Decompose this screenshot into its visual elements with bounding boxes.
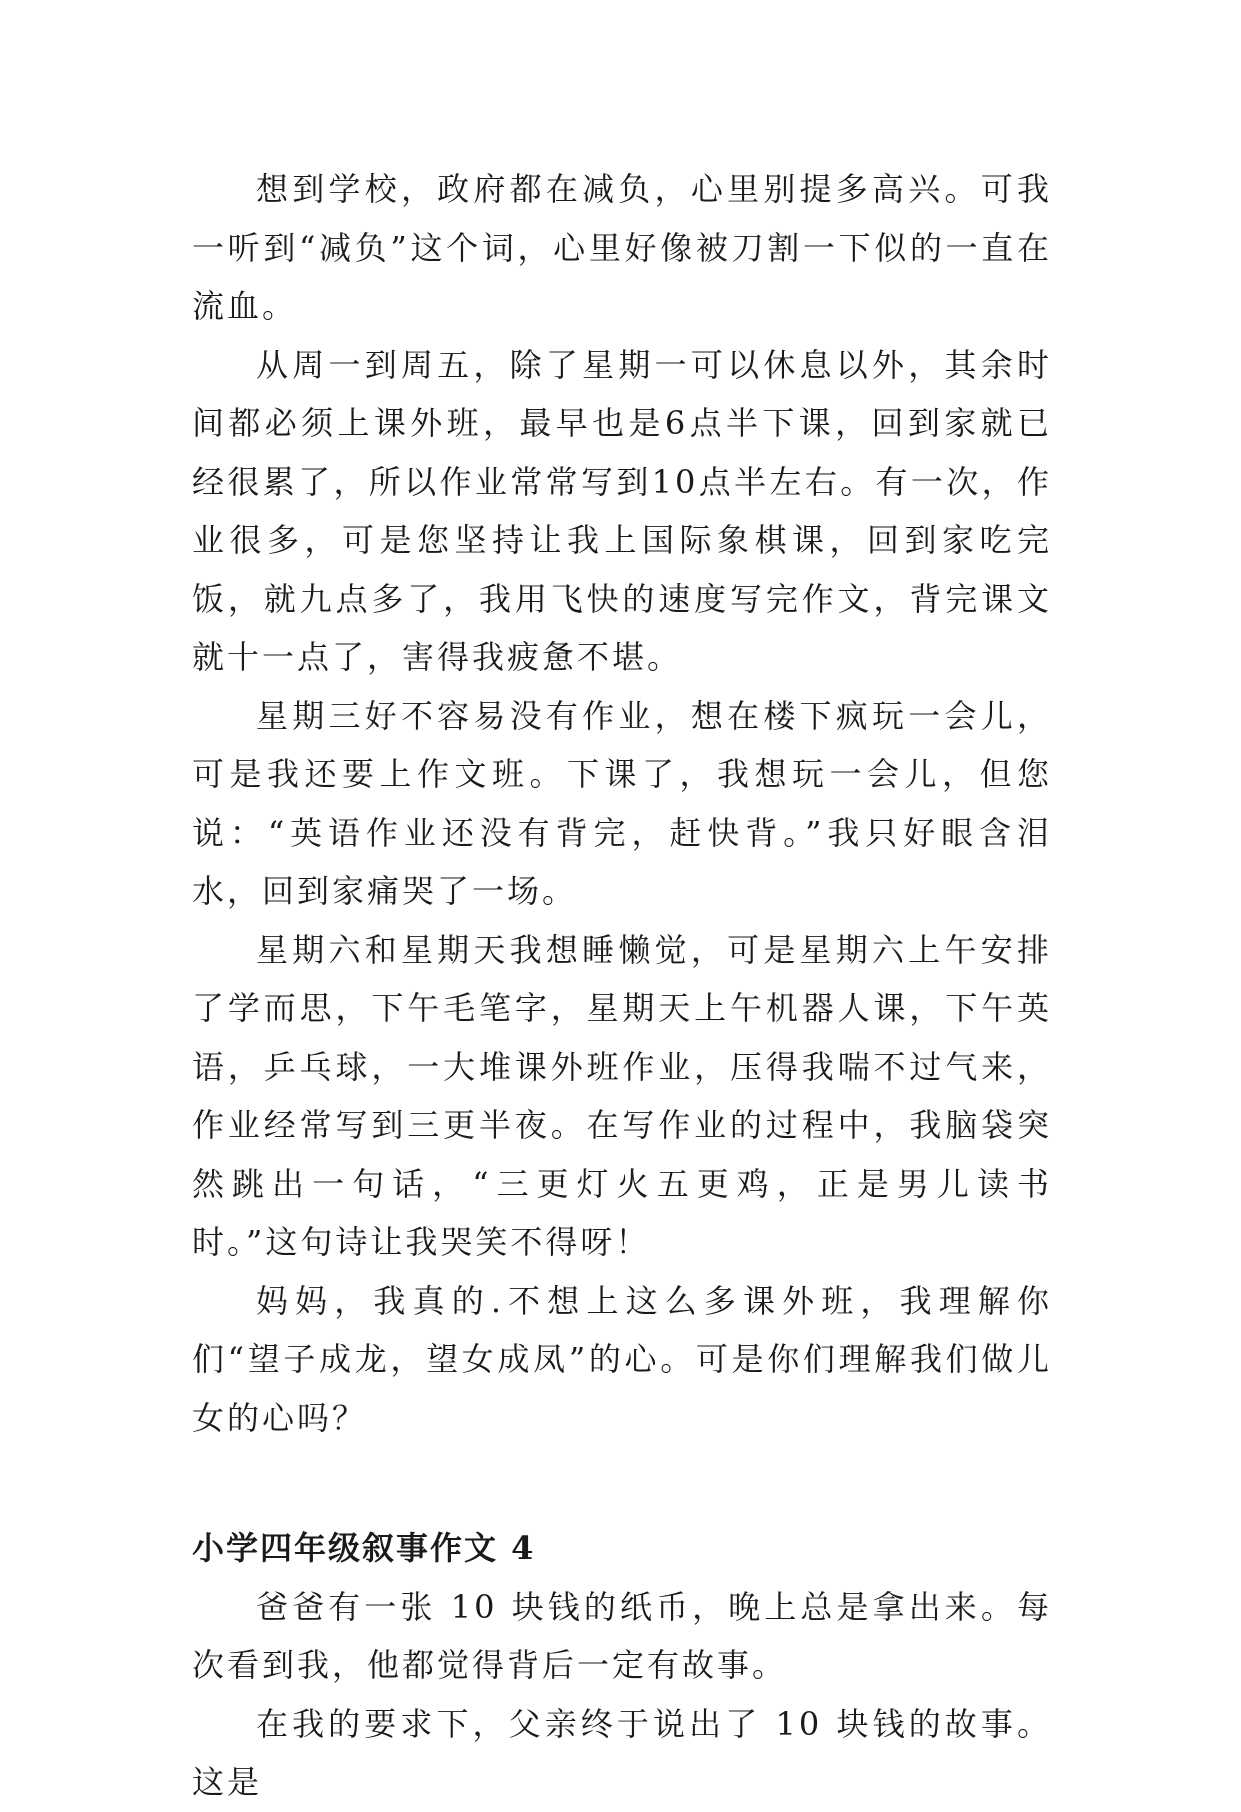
paragraph-4: 星期六和星期天我想睡懒觉，可是星期六上午安排了学而思，下午毛笔字，星期天上午机器人课，下午英语，乒乓球，一大堆课外班作业，压得我喘不过气来，作业经常写到三更半夜。在写作业的过程中，我脑袋突然跳出一句话，“三更灯火五更鸡，正是男儿读书时。”这句诗让我哭笑不得呀！: [192, 930, 1052, 1261]
document-body: [192, 160, 1052, 1812]
paragraph-5: 妈妈，我真的.不想上这么多课外班，我理解你们“望子成龙，望女成凤”的心。可是你们理解我们做儿女的心吗？: [192, 1281, 1052, 1437]
paragraph-6: 爸爸有一张 10 块钱的纸币，晚上总是拿出来。每次看到我，他都觉得背后一定有故事。: [192, 1587, 1052, 1684]
section-title: 小学四年级叙事作文 4: [192, 1529, 536, 1567]
paragraph-3: 星期三好不容易没有作业，想在楼下疯玩一会儿，可是我还要上作文班。下课了，我想玩一会儿，但您说：“英语作业还没有背完，赶快背。”我只好眼含泪水，回到家痛哭了一场。: [192, 696, 1052, 910]
paragraph-2: 从周一到周五，除了星期一可以休息以外，其余时间都必须上课外班，最早也是6点半下课，回到家就已经很累了，所以作业常常写到10点半左右。有一次，作业很多，可是您坚持让我上国际象棋课，回到家吃完饭，就九点多了，我用飞快的速度写完作文，背完课文就十一点了，害得我疲惫不堪。: [192, 345, 1052, 676]
paragraph-1: 想到学校，政府都在减负，心里别提多高兴。可我一听到“减负”这个词，心里好像被刀割一下似的一直在流血。: [192, 170, 1052, 325]
paragraph-7: 在我的要求下，父亲终于说出了 10 块钱的故事。这是: [192, 1704, 1052, 1801]
